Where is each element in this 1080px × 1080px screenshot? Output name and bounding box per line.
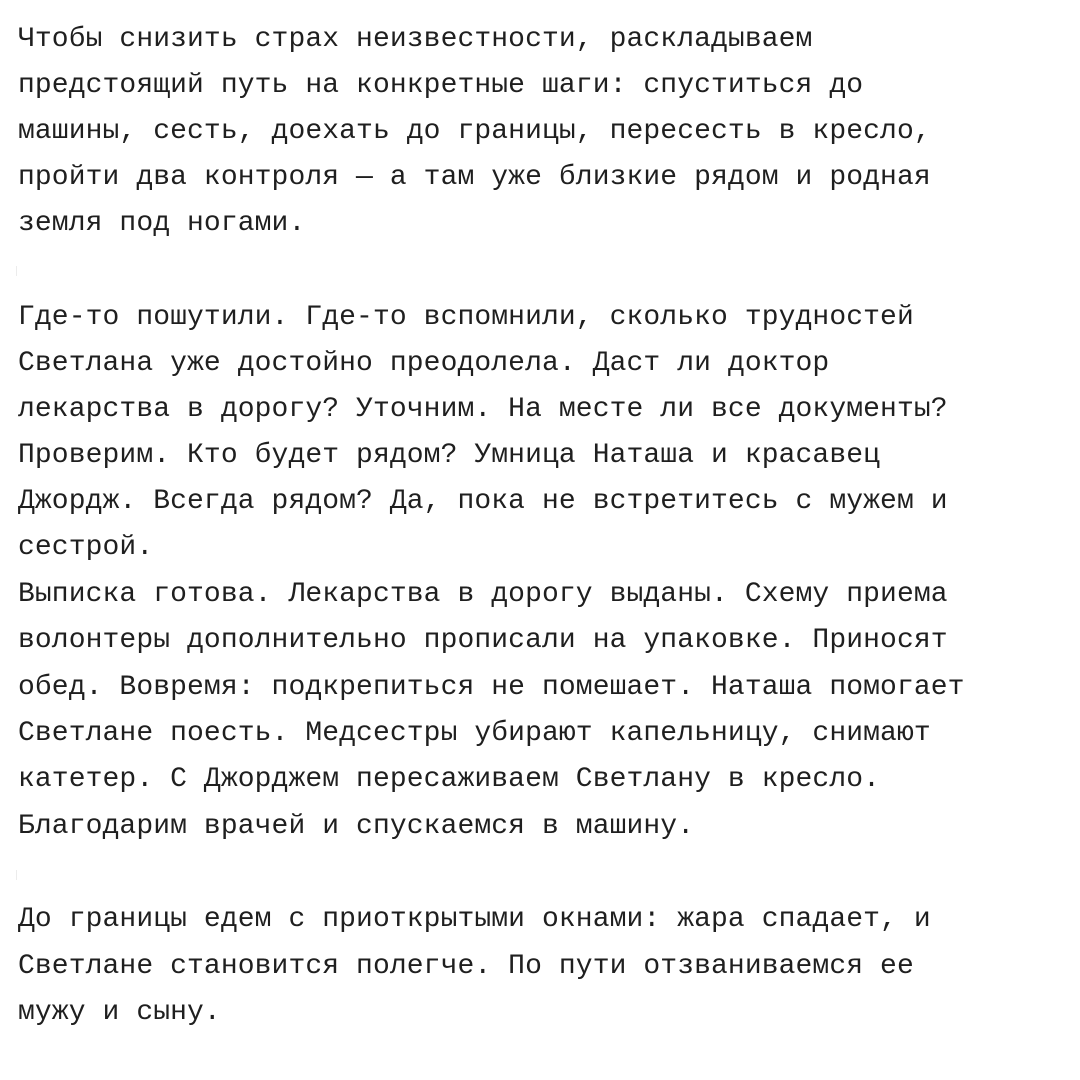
text-line: Светлана уже достойно преодолела. Даст ли доктор (18, 348, 830, 379)
text-line: сестрой. (18, 532, 154, 563)
text-line: машины, сесть, доехать до границы, пересесть в кресло, (18, 116, 931, 147)
text-line: Где-то пошутили. Где-то вспомнили, сколько трудностей (18, 302, 914, 333)
text-line: Выписка готова. Лекарства в дорогу выданы. Схему приема (18, 579, 948, 610)
text-line: Светлане поесть. Медсестры убирают капельницу, снимают (18, 718, 931, 749)
text-line: пройти два контроля — а там уже близкие рядом и родная (18, 162, 931, 193)
paragraph-separator (16, 870, 17, 880)
text-line: волонтеры дополнительно прописали на упаковке. Приносят (18, 625, 948, 656)
text-line: лекарства в дорогу? Уточним. На месте ли все документы? (18, 394, 948, 425)
text-line: Благодарим врачей и спускаемся в машину. (18, 811, 695, 842)
text-line: предстоящий путь на конкретные шаги: спуститься до (18, 70, 864, 101)
paragraph-separator (16, 266, 17, 276)
text-line: До границы едем с приоткрытыми окнами: жара спадает, и (18, 904, 931, 935)
text-line: земля под ногами. (18, 208, 306, 239)
text-line: обед. Вовремя: подкрепиться не помешает. Наташа помогает (18, 672, 965, 703)
text-line: Чтобы снизить страх неизвестности, раскладываем (18, 24, 813, 55)
text-line: Светлане становится полегче. По пути отзваниваемся ее (18, 951, 914, 982)
text-line: мужу и сыну. (18, 997, 221, 1028)
text-line: Проверим. Кто будет рядом? Умница Наташа и красавец (18, 440, 881, 471)
text-line: Джордж. Всегда рядом? Да, пока не встретитесь с мужем и (18, 486, 948, 517)
text-line: катетер. С Джорджем пересаживаем Светлану в кресло. (18, 764, 881, 795)
